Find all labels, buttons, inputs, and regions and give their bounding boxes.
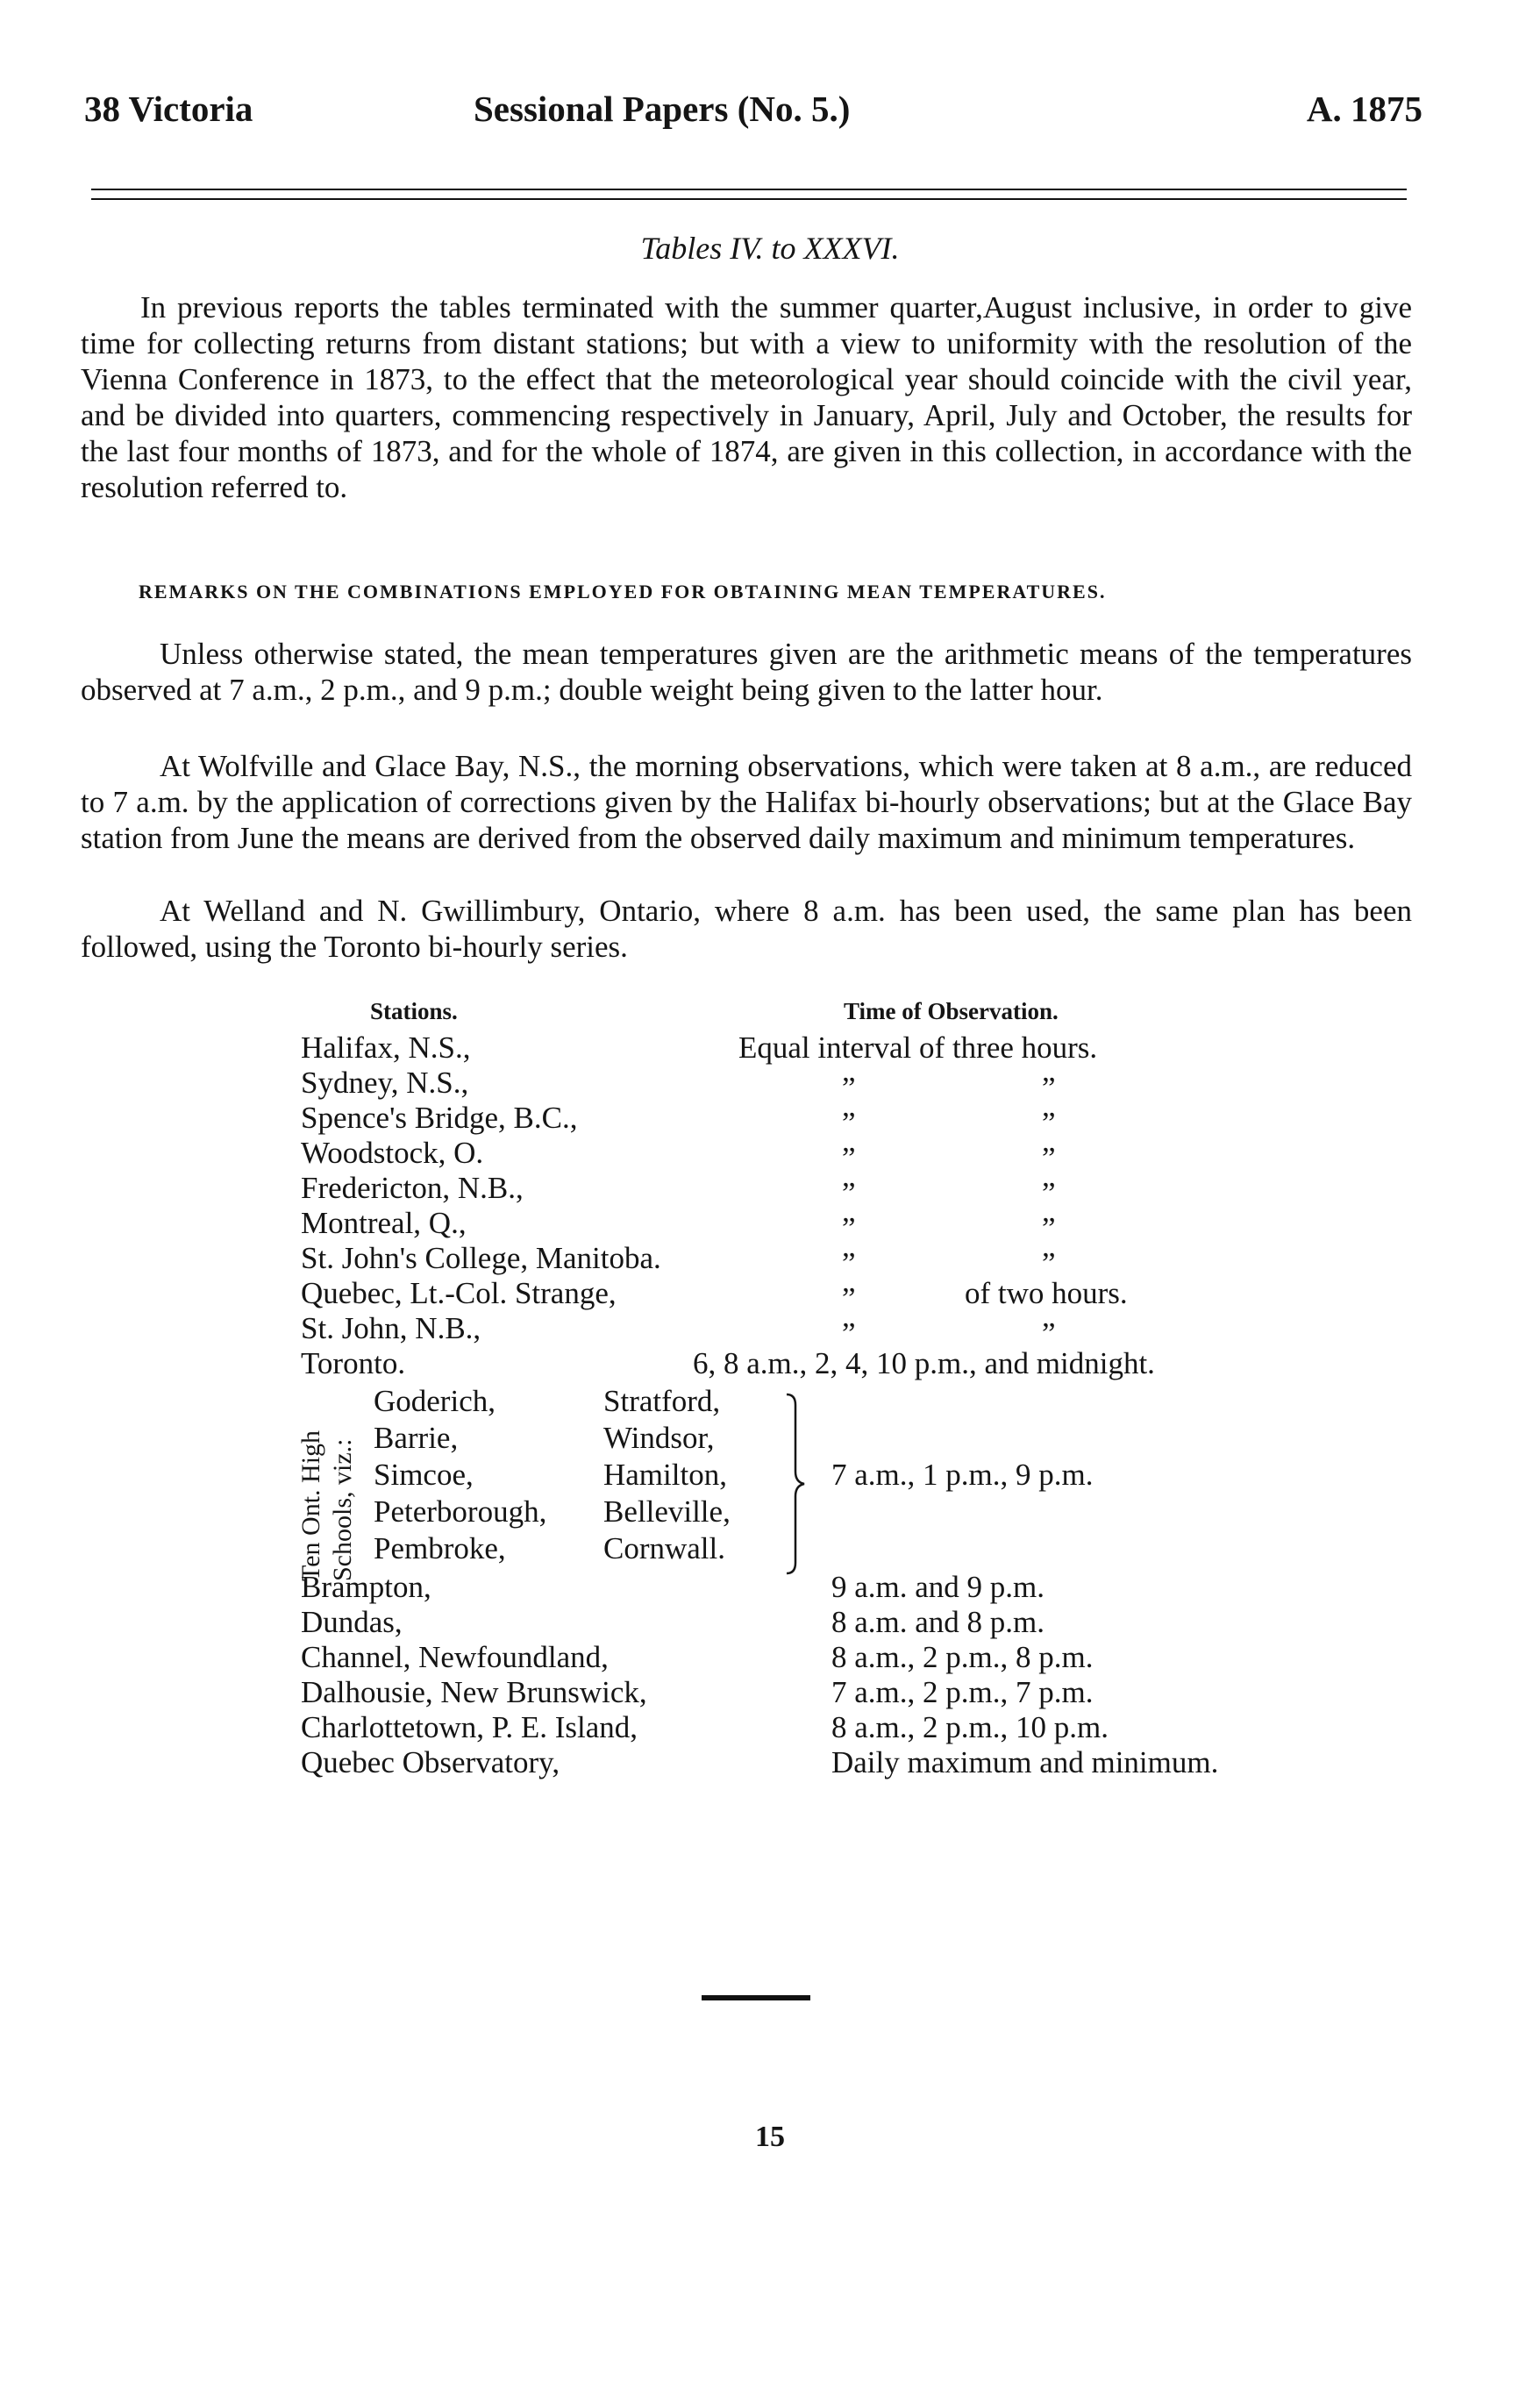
ditto-mark: ” xyxy=(1042,1246,1056,1280)
table-row-time: 7 a.m., 2 p.m., 7 p.m. xyxy=(831,1675,1094,1709)
stations-column-header: Stations. xyxy=(370,998,458,1024)
ditto-mark: ” xyxy=(842,1106,856,1140)
ditto-mark: ” xyxy=(1042,1211,1056,1245)
table-row-station: St. John's College, Manitoba. xyxy=(301,1241,661,1275)
school-name: Stratford, xyxy=(603,1384,721,1418)
ditto-mark: ” xyxy=(842,1211,856,1245)
ditto-mark: ” xyxy=(842,1281,856,1316)
table-row-station: Toronto. xyxy=(301,1346,406,1380)
remarks-heading: REMARKS ON THE COMBINATIONS EMPLOYED FOR OBTAINING MEAN TEMPERATURES. xyxy=(139,581,1107,603)
table-row-time: Equal interval of three hours. xyxy=(738,1030,1098,1065)
table-row-time: 8 a.m., 2 p.m., 10 p.m. xyxy=(831,1710,1109,1744)
table-row-station: Spence's Bridge, B.C., xyxy=(301,1101,578,1135)
intro-paragraph: In previous reports the tables terminated with the summer quarter,August inclusive, in order to give time for collecting returns from distant stations; but with a view to uniformity with the resolution of the Vienna Conference in 1873, to the effect that the meteorological year should coincide with the civil year, and be divided into quarters, commencing respectively in January, April, July and October, the results for the last four months of 1873, and for the whole of 1874, are given in this collection, in accordance with the resolution referred to. xyxy=(81,290,1412,504)
table-row-station: Sydney, N.S., xyxy=(301,1066,469,1100)
school-name: Cornwall. xyxy=(603,1531,726,1565)
table-row-station: Charlottetown, P. E. Island, xyxy=(301,1710,638,1744)
school-name: Hamilton, xyxy=(603,1458,727,1492)
header-title: Sessional Papers (No. 5.) xyxy=(474,89,851,129)
mean-temperature-paragraph: Unless otherwise stated, the mean temperatures given are the arithmetic means of the temperatures observed at 7 a.m., 2 p.m., and 9 p.m.; double weight being given to the latter hour. xyxy=(81,637,1412,707)
table-row-station: Dundas, xyxy=(301,1605,403,1639)
table-row-station: Woodstock, O. xyxy=(301,1136,484,1170)
table-row-time: of two hours. xyxy=(965,1276,1128,1310)
ditto-mark: ” xyxy=(1042,1316,1056,1351)
ditto-mark: ” xyxy=(842,1246,856,1280)
high-schools-label xyxy=(296,1381,361,1583)
right-brace-icon xyxy=(785,1393,808,1575)
section-title: Tables IV. to XXXVI. xyxy=(640,231,900,266)
school-name: Goderich, xyxy=(374,1384,496,1418)
wolfville-paragraph: At Wolfville and Glace Bay, N.S., the morning observations, which were taken at 8 a.m., are reduced to 7 a.m. by the application of corrections given by the Halifax bi-hourly observations; but at the Glace Bay station from June the means are derived from the observed daily maximum and minimum temperatures. xyxy=(81,749,1412,855)
table-row-time: Daily maximum and minimum. xyxy=(831,1745,1219,1779)
table-row-station: Fredericton, N.B., xyxy=(301,1171,524,1205)
school-name: Peterborough, xyxy=(374,1494,547,1529)
ditto-mark: ” xyxy=(842,1071,856,1105)
school-name: Pembroke, xyxy=(374,1531,506,1565)
header-year: A. 1875 xyxy=(1306,89,1422,129)
table-row-station: Brampton, xyxy=(301,1570,431,1604)
header-rule-bottom xyxy=(91,198,1407,200)
welland-paragraph: At Welland and N. Gwillimbury, Ontario, where 8 a.m. has been used, the same plan has been followed, using the Toronto bi-hourly series. xyxy=(81,894,1412,964)
school-name: Windsor, xyxy=(603,1421,715,1455)
table-row-station: Channel, Newfoundland, xyxy=(301,1640,609,1674)
table-row-station: Montreal, Q., xyxy=(301,1206,467,1240)
table-row-time: 6, 8 a.m., 2, 4, 10 p.m., and midnight. xyxy=(693,1346,1155,1380)
header-volume: 38 Victoria xyxy=(84,89,253,129)
end-rule xyxy=(702,1995,810,2000)
page-number: 15 xyxy=(755,2121,785,2153)
table-row-station: St. John, N.B., xyxy=(301,1311,481,1345)
table-row-time: 8 a.m., 2 p.m., 8 p.m. xyxy=(831,1640,1094,1674)
high-schools-label-line2: Schools, viz.: xyxy=(328,1438,357,1581)
school-name: Simcoe, xyxy=(374,1458,474,1492)
high-schools-label-line1: Ten Ont. High xyxy=(296,1430,325,1581)
school-name: Barrie, xyxy=(374,1421,459,1455)
table-row-time: 8 a.m. and 8 p.m. xyxy=(831,1605,1045,1639)
ditto-mark: ” xyxy=(842,1316,856,1351)
high-schools-time: 7 a.m., 1 p.m., 9 p.m. xyxy=(831,1458,1094,1492)
school-name: Belleville, xyxy=(603,1494,731,1529)
table-row-station: Dalhousie, New Brunswick, xyxy=(301,1675,647,1709)
table-row-time: 9 a.m. and 9 p.m. xyxy=(831,1570,1045,1604)
ditto-mark: ” xyxy=(842,1141,856,1175)
time-column-header: Time of Observation. xyxy=(844,998,1059,1024)
ditto-mark: ” xyxy=(1042,1176,1056,1210)
ditto-mark: ” xyxy=(1042,1071,1056,1105)
ditto-mark: ” xyxy=(842,1176,856,1210)
ditto-mark: ” xyxy=(1042,1106,1056,1140)
table-row-station: Quebec, Lt.-Col. Strange, xyxy=(301,1276,617,1310)
header-rule-top xyxy=(91,189,1407,190)
ditto-mark: ” xyxy=(1042,1141,1056,1175)
table-row-station: Quebec Observatory, xyxy=(301,1745,560,1779)
table-row-station: Halifax, N.S., xyxy=(301,1030,471,1065)
